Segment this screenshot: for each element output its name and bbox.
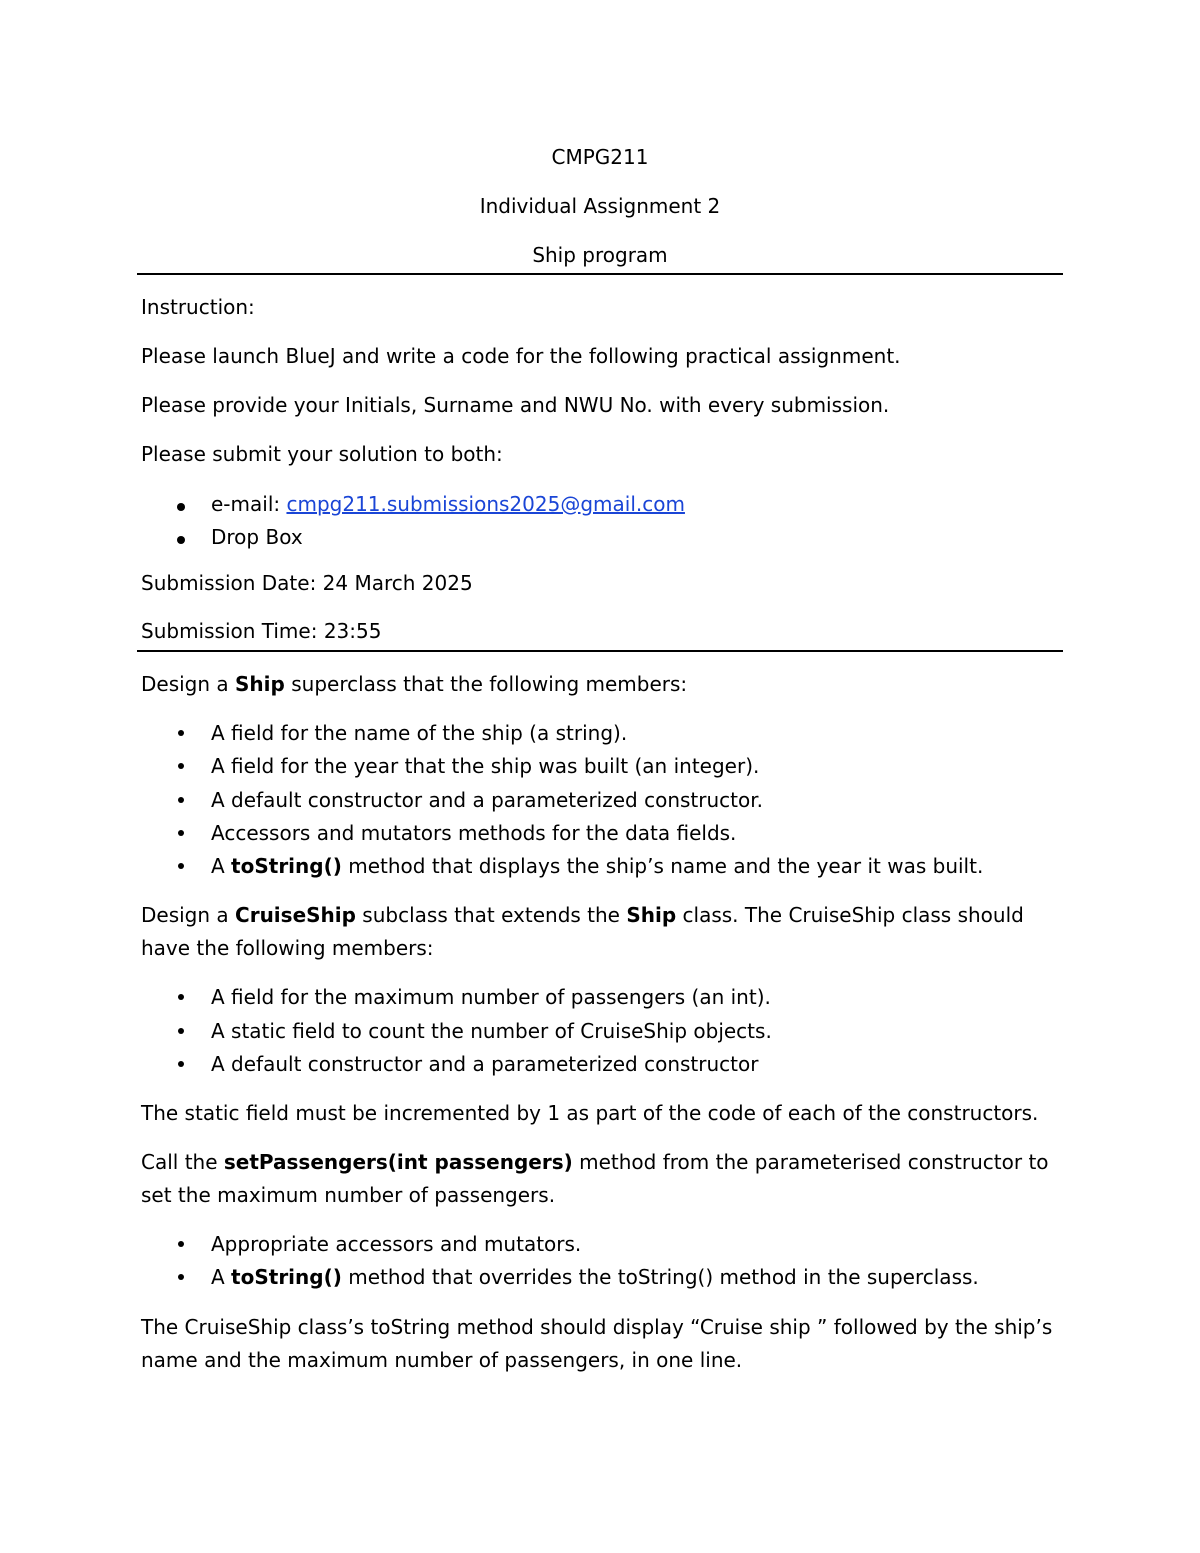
- instruction-line-bluej: Please launch BlueJ and write a code for the following practical assignment.: [141, 344, 901, 368]
- cruiseship-class-name: CruiseShip: [235, 903, 356, 927]
- email-link[interactable]: cmpg211.submissions2025@gmail.com: [286, 492, 685, 516]
- bullet-icon: [178, 730, 184, 736]
- instruction-line-submit: Please submit your solution to both:: [141, 442, 503, 466]
- final-note-line2: name and the maximum number of passengers, in one line.: [141, 1348, 743, 1372]
- bullet-icon: [178, 797, 184, 803]
- cruise-intro-line2: have the following members:: [141, 936, 434, 960]
- ship-class-name: Ship: [235, 672, 285, 696]
- list-item: A default constructor and a parameterized constructor.: [211, 788, 763, 812]
- text: Call the: [141, 1150, 224, 1174]
- list-item: Appropriate accessors and mutators.: [211, 1232, 582, 1256]
- text: superclass that the following members:: [284, 672, 688, 696]
- email-label: e-mail:: [211, 492, 287, 516]
- set-passengers-note-line2: set the maximum number of passengers.: [141, 1183, 556, 1207]
- list-item: Accessors and mutators methods for the data fields.: [211, 821, 737, 845]
- set-passengers-note: [141, 1150, 1049, 1174]
- text: Design a: [141, 672, 236, 696]
- bullet-icon: [178, 994, 184, 1000]
- course-code: CMPG211: [551, 145, 649, 169]
- ship-class-name: Ship: [626, 903, 677, 927]
- bullet-icon: [178, 1241, 184, 1247]
- static-field-note: The static field must be incremented by 1 as part of the code of each of the constructors.: [141, 1101, 1039, 1125]
- list-item: A field for the maximum number of passengers (an int).: [211, 985, 771, 1009]
- bullet-icon: [178, 763, 184, 769]
- email-item: [211, 492, 685, 516]
- list-item: A default constructor and a parameterized constructor: [211, 1052, 759, 1076]
- text: A: [211, 854, 232, 878]
- text: method from the parameterised constructor to: [572, 1150, 1049, 1174]
- final-note: The CruiseShip class’s toString method should display “Cruise ship ” followed by the ship’s: [141, 1315, 1053, 1339]
- text: class. The CruiseShip class should: [676, 903, 1024, 927]
- method-name: setPassengers(int passengers): [223, 1150, 573, 1174]
- dropbox-item: Drop Box: [211, 525, 303, 549]
- method-name: toString(): [231, 854, 342, 878]
- text: Design a: [141, 903, 236, 927]
- list-item: A field for the name of the ship (a string).: [211, 721, 628, 745]
- assignment-title: Individual Assignment 2: [479, 194, 721, 218]
- bullet-icon: [178, 863, 184, 869]
- method-name: toString(): [231, 1265, 342, 1289]
- instruction-line-details: Please provide your Initials, Surname and NWU No. with every submission.: [141, 393, 890, 417]
- program-title: Ship program: [532, 243, 668, 267]
- list-item: A field for the year that the ship was built (an integer).: [211, 754, 760, 778]
- cruise-intro: [141, 903, 1024, 927]
- submission-date: Submission Date: 24 March 2025: [141, 571, 473, 595]
- text: A: [211, 1265, 232, 1289]
- bullet-icon: [178, 1274, 184, 1280]
- section-divider: [137, 650, 1063, 652]
- list-item: A static field to count the number of CruiseShip objects.: [211, 1019, 772, 1043]
- bullet-icon: [178, 1061, 184, 1067]
- text: method that overrides the toString() method in the superclass.: [341, 1265, 979, 1289]
- top-divider: [137, 273, 1063, 275]
- bullet-icon: [177, 503, 185, 511]
- bullet-icon: [178, 1028, 184, 1034]
- instruction-heading: Instruction:: [141, 295, 255, 319]
- list-item: [211, 1265, 979, 1289]
- ship-intro: [141, 672, 687, 696]
- list-item: [211, 854, 983, 878]
- bullet-icon: [177, 536, 185, 544]
- text: subclass that extends the: [355, 903, 627, 927]
- bullet-icon: [178, 830, 184, 836]
- text: method that displays the ship’s name and the year it was built.: [341, 854, 984, 878]
- submission-time: Submission Time: 23:55: [141, 619, 382, 643]
